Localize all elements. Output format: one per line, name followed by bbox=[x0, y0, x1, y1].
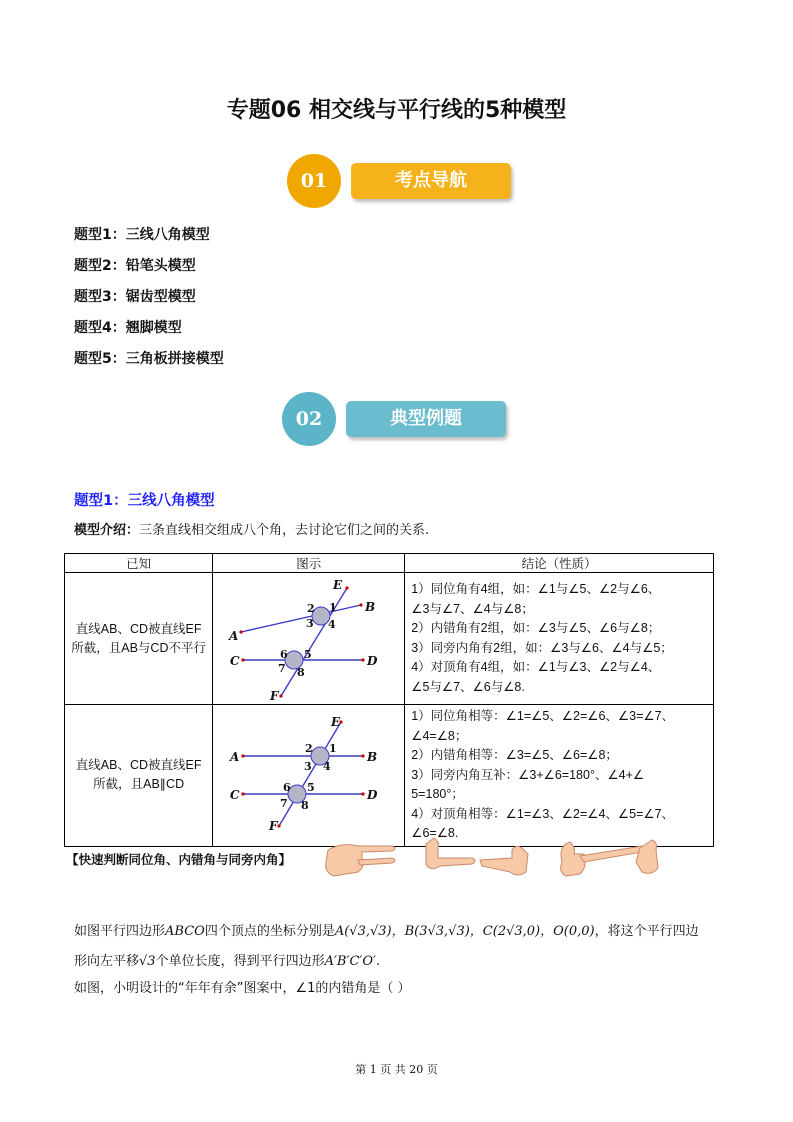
conclusion-line: ∠5与∠7、∠6与∠8. bbox=[411, 679, 525, 694]
label-A: A bbox=[230, 750, 240, 765]
section-badge-02 bbox=[282, 392, 512, 448]
conclusion-line: ∠6=∠8. bbox=[411, 826, 459, 840]
label-F: F bbox=[270, 688, 279, 703]
table-header: 已知 bbox=[65, 554, 213, 573]
badge-02-label: 典型例题 bbox=[346, 401, 506, 437]
label-E: E bbox=[331, 715, 341, 730]
label-B: B bbox=[365, 599, 376, 614]
non-parallel-lines-diagram bbox=[213, 574, 403, 704]
label-C: C bbox=[230, 653, 240, 668]
para1-shape: ABCO bbox=[165, 924, 205, 939]
table-row bbox=[65, 573, 714, 705]
angle-label: 3 bbox=[304, 760, 312, 774]
para2-shape: A′B′C′O′ bbox=[324, 954, 376, 969]
badge-01-label: 考点导航 bbox=[351, 163, 511, 199]
intro-text: 三条直线相交组成八个角，去讨论它们之间的关系. bbox=[139, 523, 430, 538]
badge-02-circle bbox=[282, 392, 336, 446]
conclusion-line: 2）内错角有2组，如：∠3与∠5、∠6与∠8； bbox=[411, 621, 661, 635]
model-intro bbox=[74, 519, 429, 538]
para1-text-b: 四个顶点的坐标分别是 bbox=[204, 924, 335, 939]
angle-label: 1 bbox=[329, 600, 337, 614]
problem-paragraph-1 bbox=[74, 920, 699, 939]
label-E: E bbox=[333, 577, 343, 592]
angle-label: 7 bbox=[278, 661, 286, 675]
para2-text-c: . bbox=[375, 954, 381, 969]
conclusion-line: 4）对顶角相等：∠1=∠3、∠2=∠4、∠5=∠7、 bbox=[411, 806, 675, 821]
conclusion-cell bbox=[405, 573, 714, 705]
nav-item: 题型5：三角板拼接模型 bbox=[74, 351, 224, 367]
para1-coordinates: A(√3,√3)，B(3√3,√3)，C(2√3,0)，O(0,0) bbox=[334, 924, 595, 939]
page-title: 专题06 相交线与平行线的5种模型 bbox=[226, 98, 567, 123]
intro-label: 模型介绍： bbox=[74, 523, 140, 538]
angle-label: 2 bbox=[305, 742, 313, 756]
parallel-lines-diagram bbox=[213, 712, 403, 838]
nav-item: 题型4：翘脚模型 bbox=[74, 320, 182, 336]
problem-paragraph-3: 如图，小明设计的“年年有余”图案中，∠1的内错角是（ ） bbox=[74, 981, 411, 996]
nav-item: 题型1：三线八角模型 bbox=[74, 227, 210, 243]
angle-label: 4 bbox=[323, 760, 331, 774]
angle-label: 6 bbox=[283, 781, 291, 795]
conclusion-line: ∠3与∠7、∠4与∠8； bbox=[411, 601, 534, 616]
table-header-row bbox=[65, 554, 714, 573]
angle-label: 8 bbox=[297, 665, 305, 679]
known-cell: 直线AB、CD被直线EF所截，且AB与CD不平行 bbox=[65, 573, 213, 705]
angle-label: 6 bbox=[280, 647, 288, 661]
diagram-cell bbox=[213, 573, 405, 705]
angle-label: 1 bbox=[329, 742, 337, 756]
label-F: F bbox=[269, 819, 278, 834]
label-D: D bbox=[367, 788, 378, 803]
label-C: C bbox=[230, 788, 240, 803]
table-header: 结论（性质） bbox=[405, 554, 714, 573]
conclusion-line: 3）同旁内角互补：∠3+∠6=180°、∠4+∠ bbox=[411, 767, 645, 782]
conclusion-line: 2）内错角相等：∠3=∠5、∠6=∠8； bbox=[411, 748, 618, 762]
para1-text-a: 如图平行四边形 bbox=[74, 924, 166, 939]
conclusion-line: 4）对顶角有4组，如：∠1与∠3、∠2与∠4、 bbox=[411, 660, 661, 674]
badge-01-number: 01 bbox=[300, 170, 328, 192]
badge-02-number: 02 bbox=[295, 408, 323, 430]
page-footer: 第 1 页 共 20 页 bbox=[355, 1063, 438, 1076]
conclusion-line: ∠4=∠8； bbox=[411, 728, 468, 743]
para2-text-b: 个单位长度，得到平行四边形 bbox=[155, 954, 325, 969]
angle-label: 4 bbox=[328, 617, 336, 631]
angle-label: 3 bbox=[306, 616, 314, 630]
problem-paragraph-2 bbox=[74, 950, 380, 969]
section-badge-01 bbox=[287, 154, 517, 210]
label-B: B bbox=[367, 750, 378, 765]
angle-label: 8 bbox=[301, 799, 309, 813]
para1-text-c: ，将这个平行四边 bbox=[594, 924, 699, 939]
para2-text-a: 形向左平移 bbox=[74, 954, 140, 969]
conclusion-line: 3）同旁内角有2组，如：∠3与∠6、∠4与∠5； bbox=[411, 640, 673, 655]
angle-label: 5 bbox=[307, 781, 315, 795]
conclusion-line: 1）同位角相等：∠1=∠5、∠2=∠6、∠3=∠7、 bbox=[411, 709, 675, 723]
table-row bbox=[65, 705, 714, 847]
badge-01-circle bbox=[287, 154, 341, 208]
label-A: A bbox=[229, 628, 239, 643]
para2-value: √3 bbox=[139, 954, 156, 969]
nav-item: 题型3：锯齿型模型 bbox=[74, 289, 196, 305]
quick-tip-heading: 【快速判断同位角、内错角与同旁内角】 bbox=[66, 852, 292, 867]
topic-nav-list bbox=[74, 224, 224, 379]
angle-label: 7 bbox=[280, 797, 288, 811]
conclusion-line: 1）同位角有4组，如：∠1与∠5、∠2与∠6、 bbox=[411, 582, 661, 596]
diagram-cell bbox=[213, 705, 405, 847]
known-cell: 直线AB、CD被直线EF所截，且AB∥CD bbox=[65, 705, 213, 847]
angle-label: 5 bbox=[304, 647, 312, 661]
model-table bbox=[64, 553, 714, 847]
nav-item: 题型2：铅笔头模型 bbox=[74, 258, 196, 274]
label-D: D bbox=[367, 653, 378, 668]
conclusion-line: 5=180°； bbox=[411, 787, 464, 801]
conclusion-cell bbox=[405, 705, 714, 847]
angle-label: 2 bbox=[307, 601, 315, 615]
section-heading: 题型1：三线八角模型 bbox=[74, 493, 215, 509]
hand-gestures-illustration bbox=[322, 832, 702, 882]
table-header: 图示 bbox=[213, 554, 405, 573]
